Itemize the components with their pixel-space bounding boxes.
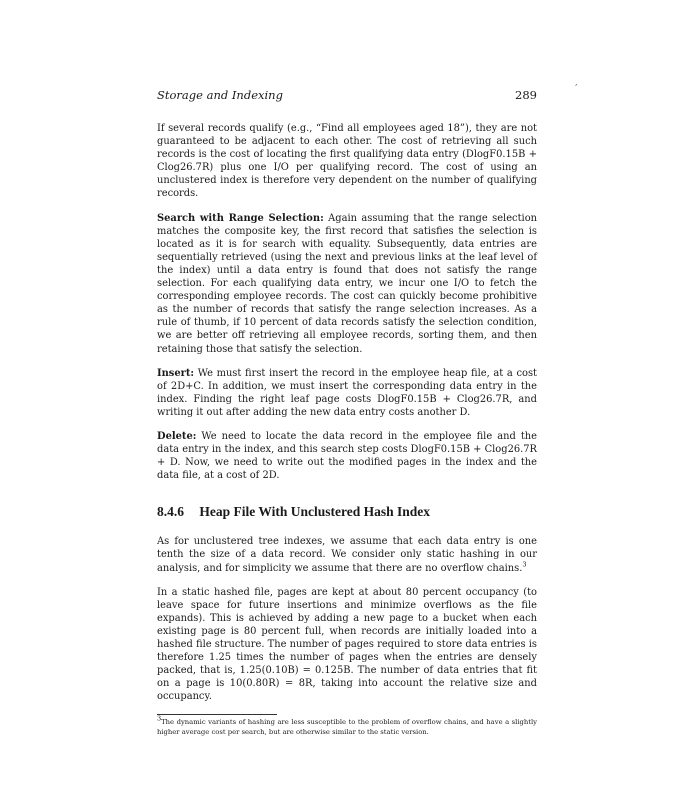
footnote-mark: 3 [157, 715, 162, 724]
footnote-text: The dynamic variants of hashing are less susceptible to the problem of overflow chains, and have a slightly higher average cost per search, but are otherwise similar to the static version. [157, 718, 537, 736]
running-header [157, 88, 537, 104]
paragraph-text: We need to locate the data record in the employee file and the data entry in the index, and this search step costs DlogF0.15B + Clog26.7R + D. Now, we need to write out the modified pages in the index and the data file, at a cost of 2D. [157, 430, 537, 482]
paragraph-text: Again assuming that the range selection matches the composite key, the first record that satisfies the selection is located as it is for search with equality. Subsequently, data entries are sequentially retrieved (using the next and previous links at the leaf level of the index) until a data entry is found that does not satisfy the range selection. For each qualifying data entry, we incur one I/O to fetch the corresponding employee records. The cost can quickly become prohibitive as the number of records that satisfy the range selection increases. As a rule of thumb, if 10 percent of data records satisfy the selection condition, we are better off retrieving all employee records, sorting them, and then retaining those that satisfy the selection. [157, 212, 537, 355]
section-number: 8.4.6 [157, 504, 184, 520]
paragraph-text: As for unclustered tree indexes, we assume that each data entry is one tenth the size of a data record. We consider only static hashing in our analysis, and for simplicity we assume that there are no overflow chains. [157, 536, 537, 574]
paragraph-text: We must first insert the record in the employee heap file, at a cost of 2D+C. In addition, we must insert the corresponding data entry in the index. Finding the right leaf page costs DlogF0.15B + Clog26.7R, and writing it out after adding the new data entry costs another D. [157, 367, 537, 418]
run-in-heading-range-selection: Search with Range Selection: [157, 212, 324, 224]
paragraph-unclustered-hash-intro [157, 535, 537, 574]
section-title: Heap File With Unclustered Hash Index [199, 504, 431, 520]
paragraph-delete [157, 430, 537, 482]
footnote-reference: 3 [522, 560, 527, 569]
page-body [157, 122, 537, 737]
paragraph-insert [157, 367, 537, 419]
footnote-divider [157, 714, 277, 715]
section-heading [157, 504, 537, 520]
paragraph-qualifying-records: If several records qualify (e.g., “Find all employees aged 18”), they are not guaranteed to be adjacent to each other. The cost of retrieving all such records is the cost of locating the first qualifying data entry (DlogF0.15B + Clog26.7R) plus one I/O per qualifying record. The cost of using an unclustered index is therefore very dependent on the number of qualifying records. [157, 123, 537, 200]
running-title: Storage and Indexing [157, 88, 283, 102]
run-in-heading-delete: Delete: [157, 430, 197, 442]
page-number: 289 [515, 88, 537, 102]
stray-mark: , [575, 78, 578, 87]
footnote [157, 715, 537, 737]
paragraph-static-hashing: In a static hashed file, pages are kept at about 80 percent occupancy (to leave space for future insertions and minimize overflows as the file expands). This is achieved by adding a new page to a bucket when each existing page is 80 percent full, when records are initially loaded into a hashed file structure. The number of pages required to store data entries is therefore 1.25 times the number of pages when the entries are densely packed, that is, 1.25(0.10B) = 0.125B. The number of data entries that fit on a page is 10(0.80R) = 8R, taking into account the relative size and occupancy. [157, 586, 537, 703]
run-in-heading-insert: Insert: [157, 367, 195, 379]
paragraph-range-selection [157, 212, 537, 356]
